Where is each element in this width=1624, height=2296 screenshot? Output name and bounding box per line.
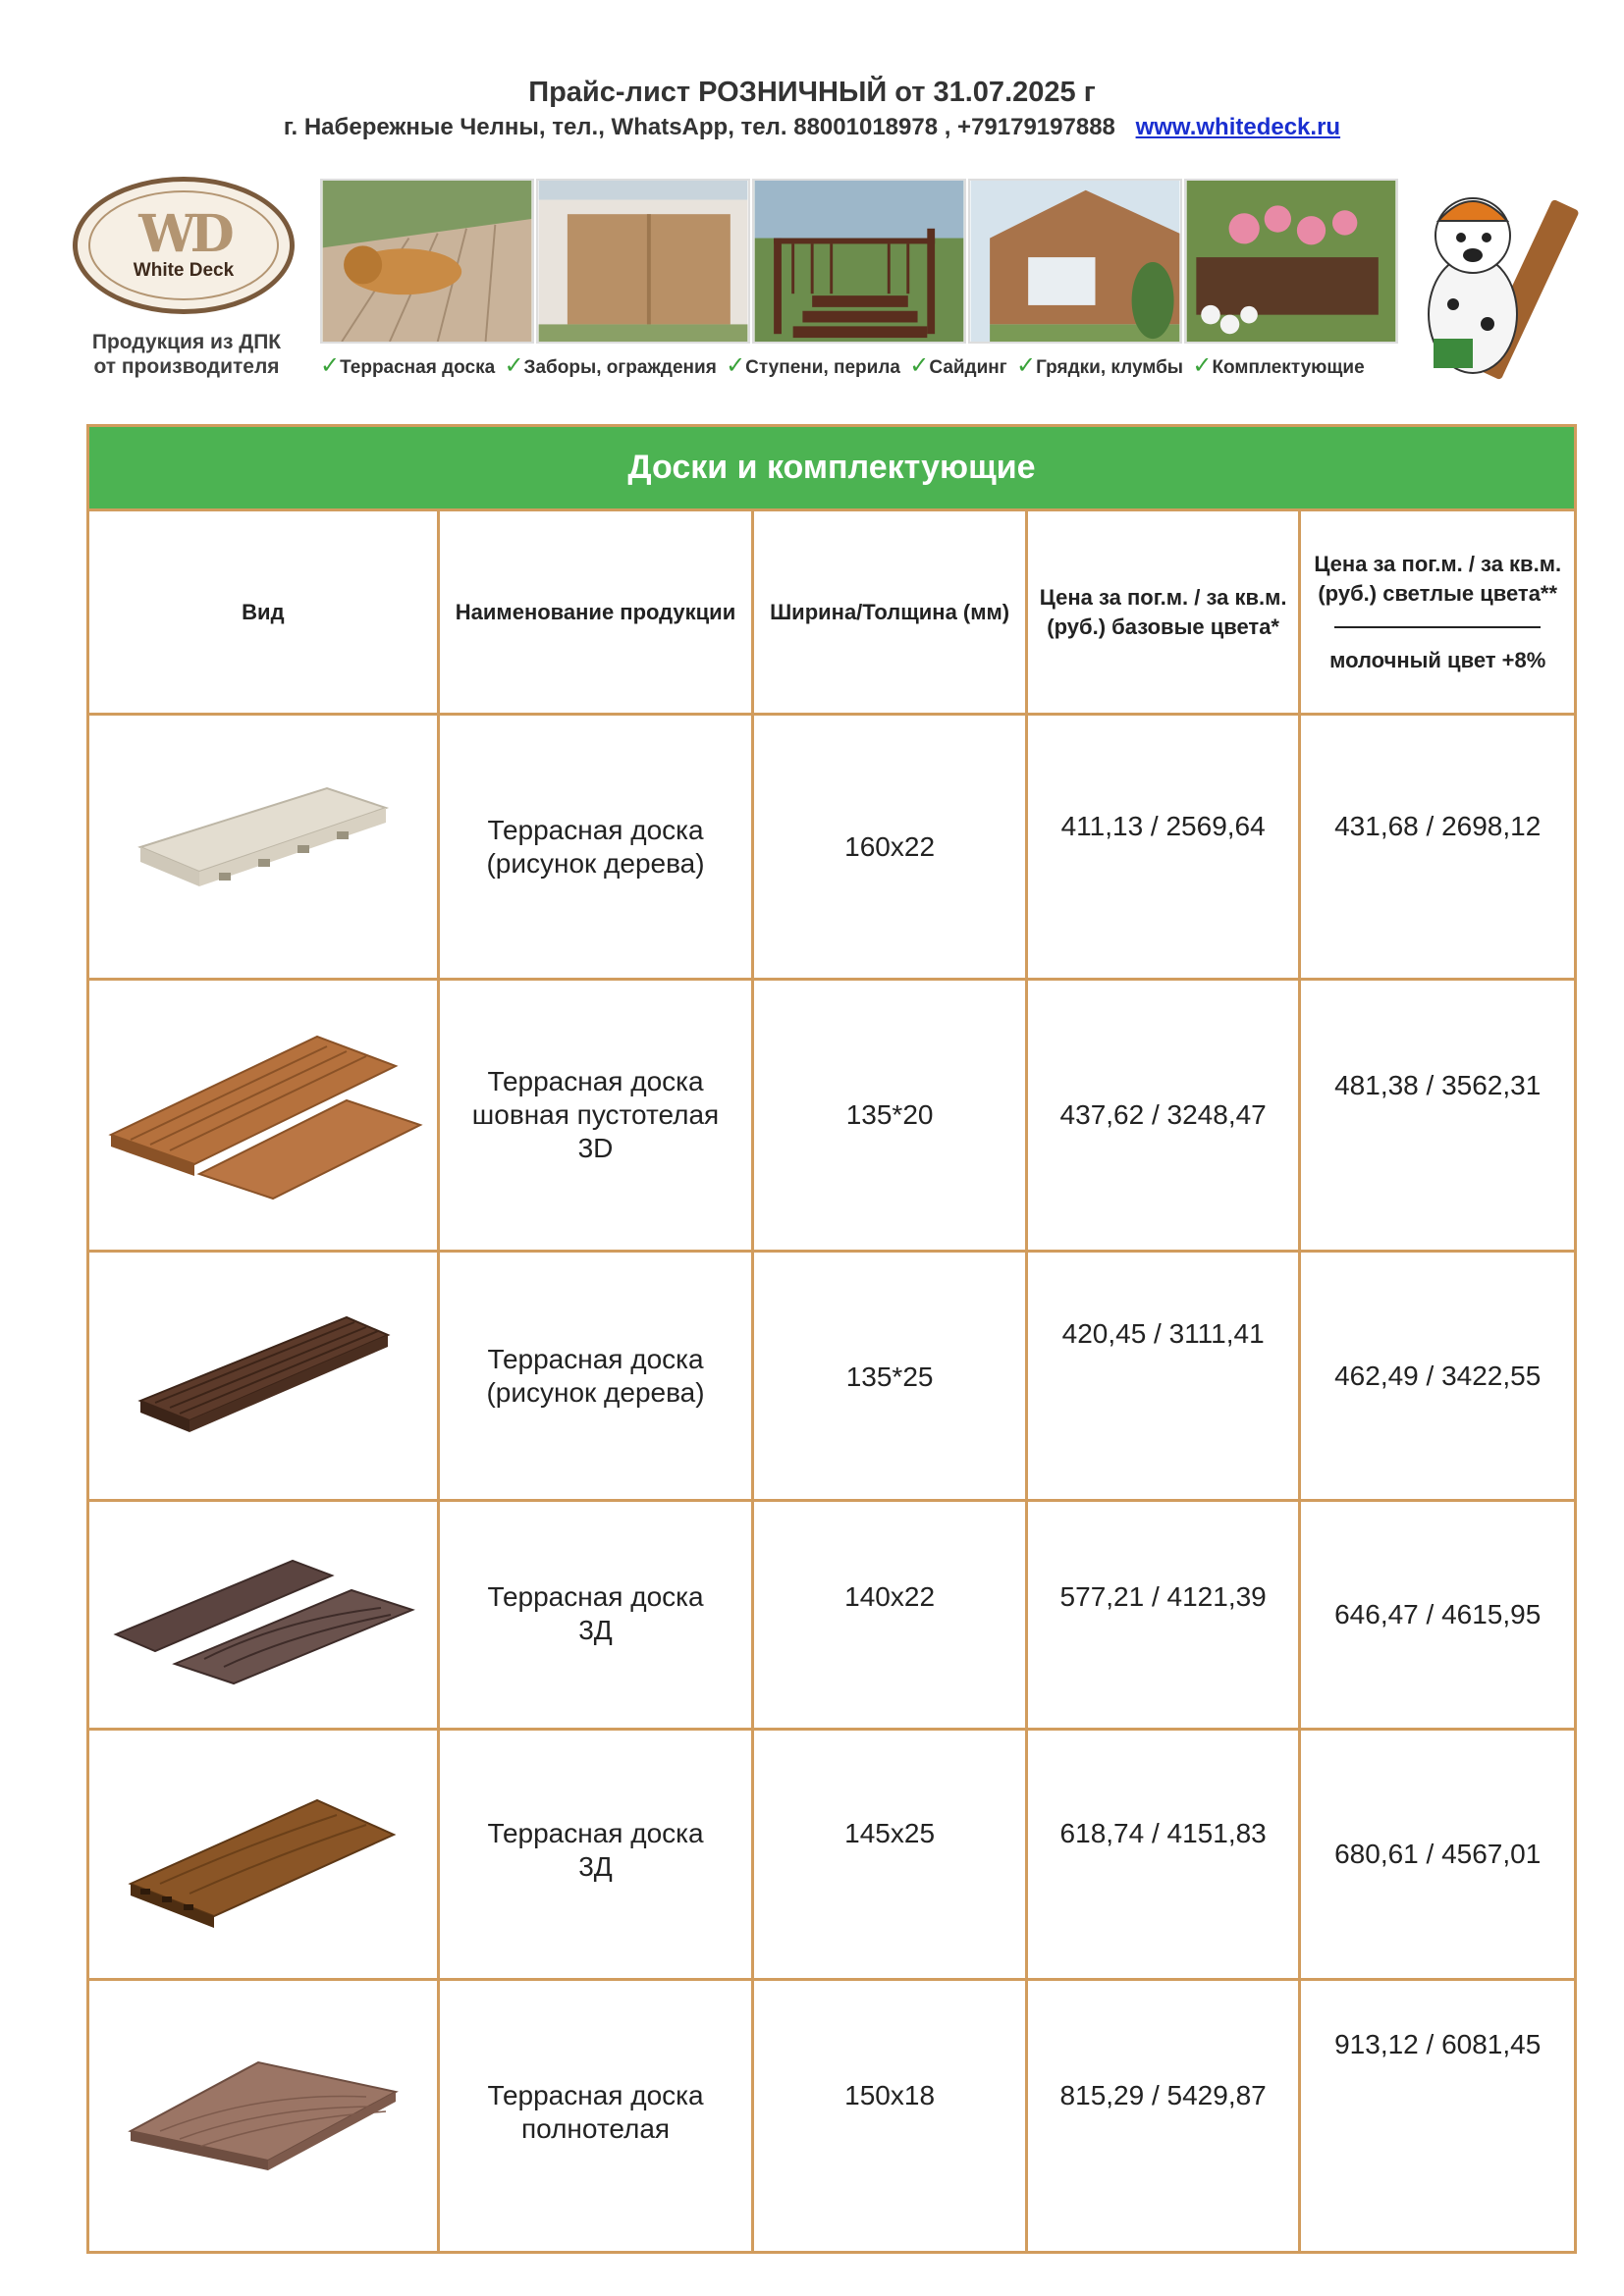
- website-link[interactable]: www.whitedeck.ru: [1135, 114, 1341, 140]
- product-size: 140x22: [753, 1501, 1027, 1730]
- board-image-cell: [88, 715, 439, 980]
- table-row: [88, 715, 1576, 980]
- product-name: Террасная доска (рисунок дерева): [438, 1252, 753, 1501]
- board-image-cell: [88, 1980, 439, 2253]
- board-image: [106, 1541, 420, 1688]
- brand-banner: [69, 177, 1600, 393]
- category-terrace: Террасная доска: [340, 357, 496, 378]
- price-light: 431,68 / 2698,12: [1300, 715, 1576, 980]
- board-image: [131, 778, 396, 916]
- product-size: 160x22: [753, 715, 1027, 980]
- board-image-cell: [88, 1252, 439, 1501]
- photo-house-siding: [968, 179, 1182, 344]
- header-size: Ширина/Толщина (мм): [753, 510, 1027, 715]
- price-table-section: [86, 424, 1577, 2254]
- product-size: 145x25: [753, 1730, 1027, 1980]
- header-divider: [1334, 626, 1541, 628]
- price-base: 577,21 / 4121,39: [1026, 1501, 1300, 1730]
- product-size: 135*25: [753, 1252, 1027, 1501]
- photo-stairs-railing: [752, 179, 966, 344]
- table-row: [88, 980, 1576, 1252]
- page-title: Прайс-лист РОЗНИЧНЫЙ от 31.07.2025 г: [528, 77, 1096, 108]
- photo-flower-beds: [1184, 179, 1398, 344]
- header-price-light: [1300, 510, 1576, 715]
- photo-fence: [536, 179, 750, 344]
- price-table: [86, 508, 1577, 2254]
- contact-line: [0, 114, 1624, 141]
- price-base: 420,45 / 3111,41: [1026, 1252, 1300, 1501]
- price-light: 680,61 / 4567,01: [1300, 1730, 1576, 1980]
- board-image: [121, 1781, 406, 1928]
- board-image-cell: [88, 980, 439, 1252]
- tagline: [69, 330, 304, 379]
- price-light: 913,12 / 6081,45: [1300, 1980, 1576, 2253]
- photo-terrace-dog: [320, 179, 534, 344]
- table-row: [88, 1252, 1576, 1501]
- check-icon: ✓: [1192, 352, 1213, 379]
- category-fences: Заборы, ограждения: [523, 357, 717, 378]
- check-icon: ✓: [504, 352, 524, 379]
- section-title: Доски и комплектующие: [86, 424, 1577, 508]
- product-name: Террасная доска 3Д: [438, 1501, 753, 1730]
- price-base: 437,62 / 3248,47: [1026, 980, 1300, 1252]
- board-image: [131, 1308, 396, 1445]
- check-icon: ✓: [1015, 352, 1037, 379]
- price-light: 481,38 / 3562,31: [1300, 980, 1576, 1252]
- category-stairs: Ступени, перила: [745, 357, 900, 378]
- header-view: Вид: [88, 510, 439, 715]
- category-siding: Сайдинг: [929, 357, 1007, 378]
- company-logo: [73, 177, 295, 314]
- board-image: [101, 1027, 425, 1203]
- tagline-line-1: Продукция из ДПК: [91, 331, 282, 353]
- logo-text: White Deck: [133, 260, 235, 281]
- check-icon: ✓: [726, 352, 746, 379]
- price-light: 646,47 / 4615,95: [1300, 1501, 1576, 1730]
- table-row: [88, 1501, 1576, 1730]
- board-image: [121, 2053, 406, 2180]
- product-size: 135*20: [753, 980, 1027, 1252]
- product-size: 150x18: [753, 1980, 1027, 2253]
- table-row: [88, 1730, 1576, 1980]
- header-price-milk: молочный цвет +8%: [1329, 647, 1546, 672]
- price-base: 618,74 / 4151,83: [1026, 1730, 1300, 1980]
- header-name: Наименование продукции: [438, 510, 753, 715]
- product-name: Террасная доска (рисунок дерева): [438, 715, 753, 980]
- mascot-dog-image: [1394, 177, 1591, 383]
- category-beds: Грядки, клумбы: [1036, 357, 1184, 378]
- price-base: 815,29 / 5429,87: [1026, 1980, 1300, 2253]
- table-header-row: [88, 510, 1576, 715]
- product-name: Террасная доска полнотелая: [438, 1980, 753, 2253]
- price-base: 411,13 / 2569,64: [1026, 715, 1300, 980]
- product-name: Террасная доска 3Д: [438, 1730, 753, 1980]
- table-row: [88, 1980, 1576, 2253]
- contact-text: г. Набережные Челны, тел., WhatsApp, тел. 88001018978 , +79179197888: [283, 114, 1115, 140]
- price-light: 462,49 / 3422,55: [1300, 1252, 1576, 1501]
- category-list: [320, 351, 1369, 380]
- header-price-light-text: Цена за пог.м. / за кв.м. (руб.) светлые цвета**: [1314, 551, 1562, 606]
- product-name: Террасная доска шовная пустотелая 3D: [438, 980, 753, 1252]
- header-price-base: Цена за пог.м. / за кв.м. (руб.) базовые цвета*: [1026, 510, 1300, 715]
- board-image-cell: [88, 1501, 439, 1730]
- category-accessories: Комплектующие: [1212, 357, 1365, 378]
- tagline-line-2: от производителя: [93, 355, 280, 378]
- check-icon: ✓: [909, 352, 930, 379]
- logo-mark: WD: [138, 204, 229, 264]
- board-image-cell: [88, 1730, 439, 1980]
- check-icon: ✓: [320, 352, 341, 379]
